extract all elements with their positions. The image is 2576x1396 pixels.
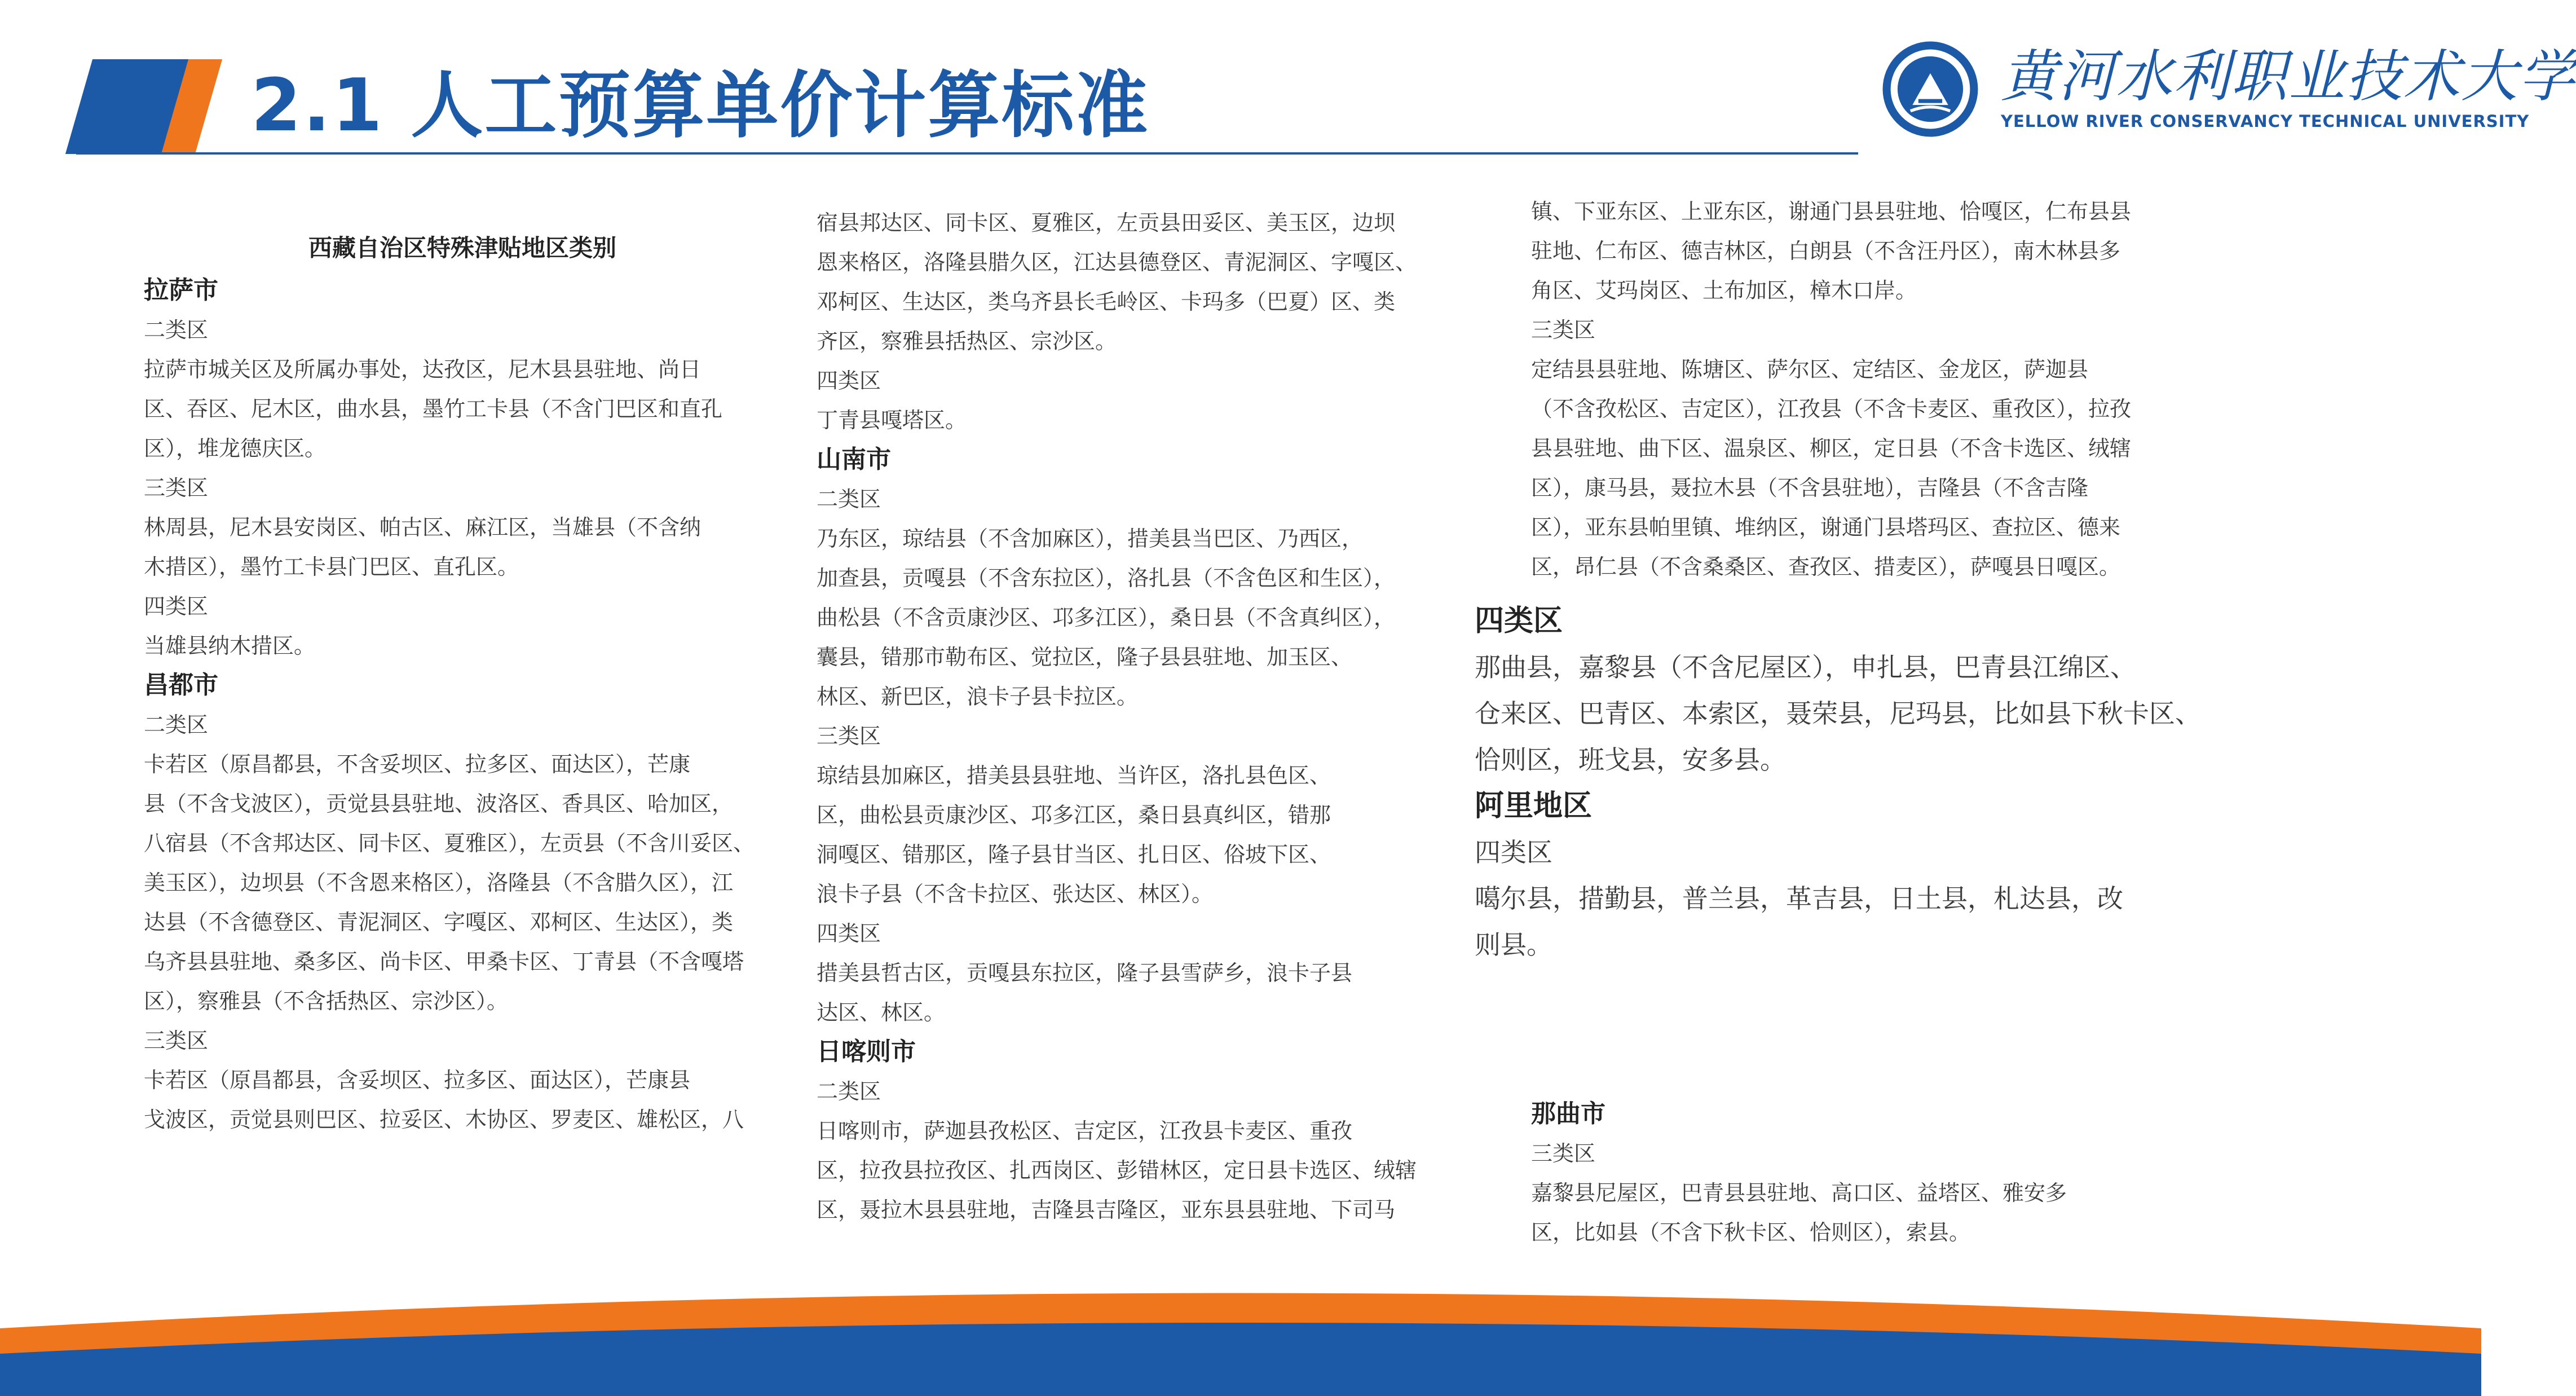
document-column-1 <box>144 226 781 1286</box>
column-3-middle-lines <box>1475 598 2321 968</box>
text-line: 区，聂拉木县县驻地，吉隆县吉隆区，亚东县县驻地、下司马 <box>817 1197 1396 1222</box>
text-line: 措美县哲古区，贡嘎县东拉区，隆子县雪萨乡，浪卡子县 <box>817 961 1353 985</box>
column-2-lines <box>817 203 1462 1230</box>
text-line: 区），康马县，聂拉木县（不含县驻地），吉隆县（不含吉隆 <box>1531 475 2089 500</box>
footer-wave-band <box>0 1280 2481 1396</box>
section-heading: 山南市 <box>817 445 891 474</box>
text-line: 宿县邦达区、同卡区、夏雅区，左贡县田妥区、美玉区，边坝 <box>817 210 1396 235</box>
page-title: 2.1 人工预算单价计算标准 <box>251 64 1150 148</box>
text-line: 齐区，察雅县括热区、宗沙区。 <box>817 329 1117 354</box>
text-line: 曲松县（不含贡康沙区、邛多江区），桑日县（不含真纠区）， <box>817 605 1396 630</box>
text-line: 美玉区），边坝县（不含恩来格区），洛隆县（不含腊久区），江 <box>144 870 734 895</box>
text-line: 二类区 <box>817 1079 881 1104</box>
text-line: 乌齐县县驻地、桑多区、尚卡区、甲桑卡区、丁青县（不含嘎塔 <box>144 949 744 974</box>
text-line: 四类区 <box>817 368 881 393</box>
text-line: 区，曲松县贡康沙区、邛多江区，桑日县真纠区，错那 <box>817 803 1331 827</box>
text-line: 区，比如县（不含下秋卡区、恰则区），索县。 <box>1531 1220 1971 1245</box>
document-column-3-middle <box>1475 598 2321 1027</box>
text-line: 那曲县，嘉黎县（不含尼屋区），申扎县，巴青县江绵区、 <box>1475 652 2136 682</box>
section-heading: 拉萨市 <box>144 276 218 305</box>
text-line: （不含孜松区、吉定区），江孜县（不含卡麦区、重孜区），拉孜 <box>1531 397 2132 421</box>
text-line: 恰则区，班戈县，安多县。 <box>1475 745 1786 775</box>
text-line: 拉萨市城关区及所属办事处，达孜区，尼木县县驻地、尚日 <box>144 357 702 382</box>
document-column-3-bottom <box>1531 1094 2264 1286</box>
text-line: 洞嘎区、错那区，隆子县甘当区、扎日区、俗坡下区、 <box>817 842 1331 867</box>
text-line: 戈波区，贡觉县则巴区、拉妥区、木协区、罗麦区、雄松区，八 <box>144 1107 744 1132</box>
text-line: 区、吞区、尼木区，曲水县，墨竹工卡县（不含门巴区和直孔 <box>144 397 723 421</box>
text-line: 镇、下亚东区、上亚东区，谢通门县县驻地、恰嘎区，仁布县县 <box>1531 199 2132 224</box>
university-logo-icon <box>1881 39 1980 139</box>
text-line: 区，拉孜县拉孜区、扎西岗区、彭错林区，定日县卡选区、绒辖 <box>817 1158 1417 1183</box>
text-line: 卡若区（原昌都县，不含妥坝区、拉多区、面达区），芒康 <box>144 752 691 777</box>
text-line: 四类区 <box>1475 837 1552 867</box>
document-column-2 <box>817 203 1462 1286</box>
text-line: 区，昂仁县（不含桑桑区、查孜区、措麦区），萨嘎县日嘎区。 <box>1531 554 2121 579</box>
document-title: 西藏自治区特殊津贴地区类别 <box>308 234 616 262</box>
text-line: 角区、艾玛岗区、土布加区，樟木口岸。 <box>1531 278 1917 303</box>
text-line: 四类区 <box>817 921 881 946</box>
text-line: 乃东区，琼结县（不含加麻区），措美县当巴区、乃西区， <box>817 526 1364 551</box>
text-line: 噶尔县，措勤县，普兰县，革吉县，日土县，札达县，改 <box>1475 883 2123 914</box>
text-line: 三类区 <box>1531 1141 1596 1166</box>
text-line: 仓来区、巴青区、本索区，聂荣县，尼玛县，比如县下秋卡区、 <box>1475 698 2201 729</box>
column-1-lines <box>144 271 781 1139</box>
text-line: 林周县，尼木县安岗区、帕古区、麻江区，当雄县（不含纳 <box>144 515 702 540</box>
text-line: 日喀则市，萨迦县孜松区、吉定区，江孜县卡麦区、重孜 <box>817 1118 1353 1143</box>
text-line: 丁青县嘎塔区。 <box>817 408 967 433</box>
text-line: 木措区），墨竹工卡县门巴区、直孔区。 <box>144 554 519 579</box>
column-3-top-lines <box>1531 192 2264 587</box>
text-line: 四类区 <box>144 594 209 619</box>
text-line: 则县。 <box>1475 930 1552 960</box>
university-name-en: YELLOW RIVER CONSERVANCY TECHNICAL UNIVERSITY <box>2001 112 2530 131</box>
text-line: 达区、林区。 <box>817 1000 946 1025</box>
text-line: 区），堆龙德庆区。 <box>144 436 327 461</box>
text-line: 邓柯区、生达区，类乌齐县长毛岭区、卡玛多（巴夏）区、类 <box>817 289 1396 314</box>
text-line: 囊县，错那市勒布区、觉拉区，隆子县县驻地、加玉区、 <box>817 645 1353 670</box>
university-name-cn: 黄河水利职业技术大学 <box>2001 43 2576 109</box>
document-column-3-top <box>1531 192 2264 579</box>
text-line: 浪卡子县（不含卡拉区、张达区、林区）。 <box>817 882 1214 906</box>
section-heading: 四类区 <box>1475 604 1563 638</box>
text-line: 二类区 <box>144 712 209 737</box>
section-heading: 日喀则市 <box>817 1037 916 1066</box>
text-line: 当雄县纳木措区。 <box>144 633 316 658</box>
text-line: 林区、新巴区，浪卡子县卡拉区。 <box>817 684 1139 709</box>
text-line: 加查县，贡嘎县（不含东拉区），洛扎县（不含色区和生区）， <box>817 566 1396 591</box>
text-line: 三类区 <box>144 1028 209 1053</box>
text-line: 三类区 <box>144 475 209 500</box>
section-heading: 昌都市 <box>144 671 218 699</box>
text-line: 卡若区（原昌都县，含妥坝区、拉多区、面达区），芒康县 <box>144 1068 691 1093</box>
text-line: 县县驻地、曲下区、温泉区、柳区，定日县（不含卡选区、绒辖 <box>1531 436 2132 461</box>
text-line: 八宿县（不含邦达区、同卡区、夏雅区），左贡县（不含川妥区、 <box>144 831 755 856</box>
column-3-bottom-lines <box>1531 1094 2264 1252</box>
text-line: 达县（不含德登区、青泥洞区、字嘎区、邓柯区、生达区），类 <box>144 910 734 935</box>
text-line: 县（不含戈波区），贡觉县县驻地、波洛区、香具区、哈加区， <box>144 791 734 816</box>
text-line: 区），察雅县（不含括热区、宗沙区）。 <box>144 989 509 1014</box>
text-line: 琼结县加麻区，措美县县驻地、当许区，洛扎县色区、 <box>817 763 1331 788</box>
section-heading: 那曲市 <box>1531 1099 1605 1128</box>
text-line: 三类区 <box>1531 318 1596 342</box>
title-underline <box>76 152 1858 155</box>
text-line: 二类区 <box>817 487 881 512</box>
text-line: 恩来格区，洛隆县腊久区，江达县德登区、青泥洞区、字嘎区、 <box>817 250 1417 275</box>
text-line: 定结县县驻地、陈塘区、萨尔区、定结区、金龙区，萨迦县 <box>1531 357 2089 382</box>
text-line: 二类区 <box>144 318 209 342</box>
text-line: 驻地、仁布区、德吉林区，白朗县（不含汪丹区），南木林县多 <box>1531 239 2121 263</box>
section-heading: 阿里地区 <box>1475 789 1593 823</box>
text-line: 区），亚东县帕里镇、堆纳区，谢通门县塔玛区、查拉区、德来 <box>1531 515 2121 540</box>
text-line: 嘉黎县尼屋区，巴青县县驻地、高口区、益塔区、雅安多 <box>1531 1181 2067 1205</box>
text-line: 三类区 <box>817 724 881 748</box>
